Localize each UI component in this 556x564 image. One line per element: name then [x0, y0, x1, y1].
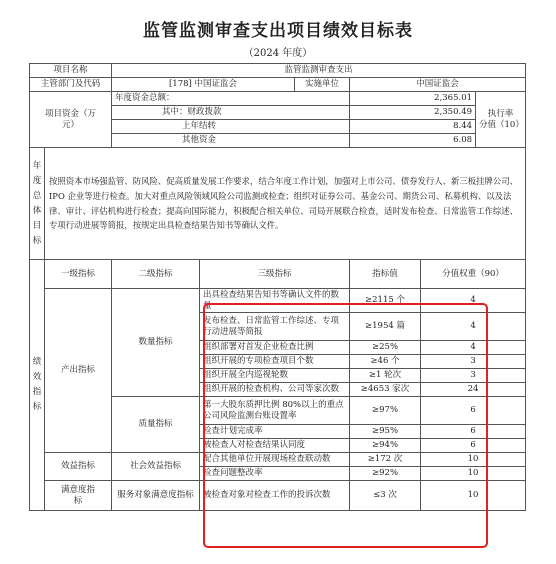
weight-cell: 6 [421, 439, 526, 453]
value-cell: ≥172 次 [350, 453, 421, 467]
impl-label: 实施单位 [295, 78, 350, 92]
weight-cell: 4 [421, 341, 526, 355]
col-level3-header: 三级指标 [200, 260, 350, 289]
value-cell: ≥46 个 [350, 355, 421, 369]
value-cell: ≥97% [350, 397, 421, 425]
exec-rate-cell [476, 92, 526, 148]
fund-row-value: 2,350.49 [350, 106, 476, 120]
level3-cell: 检查问题整改率 [200, 467, 350, 481]
weight-cell: 10 [421, 467, 526, 481]
indicators-section-label: 绩效指标 [30, 260, 45, 511]
year-subtitle: （2024 年度） [243, 48, 313, 59]
col-weight-header: 分值权重（90） [421, 260, 526, 289]
level1-cell: 产出指标 [45, 289, 112, 453]
fund-row-label: 其中：财政拨款 [112, 106, 350, 120]
page-title: 监管监测审查支出项目绩效目标表 [143, 21, 413, 41]
col-level2-header: 二级指标 [112, 260, 200, 289]
level3-cell: 第一大股东质押比例 80%以上的重点公司风险监测台账设置率 [200, 397, 350, 425]
level3-cell: 检查计划完成率 [200, 425, 350, 439]
fund-row-label: 其他资金 [112, 134, 350, 148]
value-cell: ≤3 次 [350, 481, 421, 511]
level2-cell: 社会效益指标 [112, 453, 200, 481]
col-level1-header: 一级指标 [45, 260, 112, 289]
value-cell: ≥4653 家次 [350, 383, 421, 397]
exec-rate-label: 执行率 [487, 108, 514, 119]
level2-cell: 数量指标 [112, 289, 200, 397]
fund-row-value: 8.44 [350, 120, 476, 134]
weight-cell: 24 [421, 383, 526, 397]
level2-cell: 服务对象满意度指标 [112, 481, 200, 511]
value-cell: ≥2115 个 [350, 289, 421, 313]
fund-row-label: 上年结转 [112, 120, 350, 134]
exec-rate-score: 分值（10） [479, 119, 524, 130]
level3-cell: 出具检查结果告知书等确认文件的数量 [200, 289, 350, 313]
level1-cell: 效益指标 [45, 453, 112, 481]
value-cell: ≥1954 篇 [350, 313, 421, 341]
level3-cell: 组织开展的专项检查项目个数 [200, 355, 350, 369]
level3-cell: 被检查人对检查结果认同度 [200, 439, 350, 453]
project-name-label: 项目名称 [30, 64, 112, 78]
level3-cell: 组织开展的检查机构、公司等家次数 [200, 383, 350, 397]
col-value-header: 指标值 [350, 260, 421, 289]
weight-cell: 4 [421, 313, 526, 341]
dept-value: [178] 中国证监会 [112, 78, 295, 92]
impl-value: 中国证监会 [350, 78, 526, 92]
project-name-value: 监管监测审查支出 [112, 64, 526, 78]
weight-cell: 10 [421, 481, 526, 511]
value-cell: ≥92% [350, 467, 421, 481]
fund-row-label: 年度资金总额： [112, 92, 350, 106]
dept-label: 主管部门及代码 [30, 78, 112, 92]
level3-cell: 组织部署对首发企业检查比例 [200, 341, 350, 355]
weight-cell: 4 [421, 289, 526, 313]
value-cell: ≥25% [350, 341, 421, 355]
weight-cell: 3 [421, 355, 526, 369]
fund-row-value: 2,365.01 [350, 92, 476, 106]
weight-cell: 10 [421, 453, 526, 467]
fund-row-value: 6.08 [350, 134, 476, 148]
performance-table [29, 63, 526, 511]
value-cell: ≥95% [350, 425, 421, 439]
annual-goal-label: 年度总体目标 [30, 148, 45, 260]
value-cell: ≥94% [350, 439, 421, 453]
level3-cell: 组织开展全内巡视轮数 [200, 369, 350, 383]
value-cell: ≥1 轮次 [350, 369, 421, 383]
weight-cell: 6 [421, 425, 526, 439]
level3-cell: 被检查对象对检查工作的投诉次数 [200, 481, 350, 511]
annual-goal-text: 按照资本市场强监管、防风险、促高质量发展工作要求，结合年度工作计划，加强对上市公司、债券发行人、新三板挂牌公司、IPO 企业等进行检查。加大对重点风险领域风险公司监测或检查；组织对证券公司、基金公司、期货公司、私募机构、以及法律、审计、评估机构进行检查；提高向国际能力，积极配合相关单位、司局开展联合检查，适时发布检查、日常监管工作综述、专项行动进展等简报，按规定出具检查结果告知书等确认文件。 [45, 148, 526, 260]
weight-cell: 6 [421, 397, 526, 425]
level3-cell: 配合其他单位开展现场检查联动数 [200, 453, 350, 467]
level3-cell: 发布检查、日常监管工作综述、专项行动进展等简报 [200, 313, 350, 341]
level1-cell: 满意度指标 [45, 481, 112, 511]
weight-cell: 3 [421, 369, 526, 383]
funds-label: 项目资金（万元） [30, 92, 112, 148]
level2-cell: 质量指标 [112, 397, 200, 453]
